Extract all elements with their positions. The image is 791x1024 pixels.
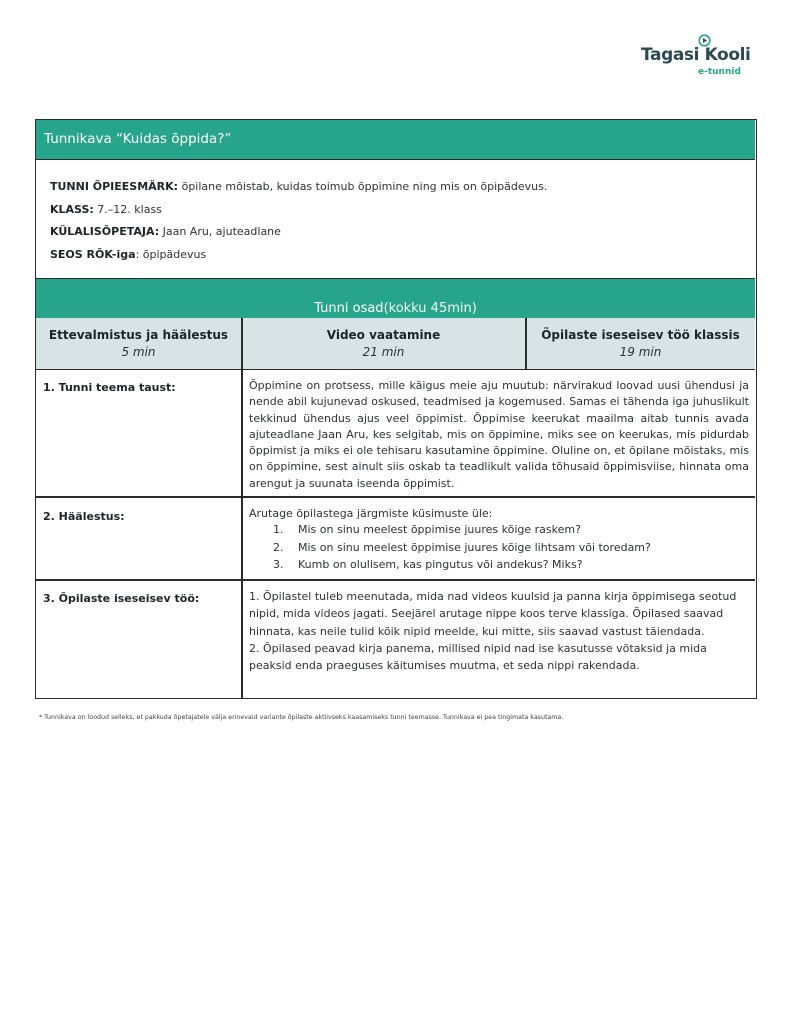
row-text-background: Õppimine on protsess, mille käigus meie aju muutub: närvirakud loovad uusi ühendusi ja nende abil kujunevad oskused, teadmised ja kogemused. Samas ei tähenda iga juhuslikult tekkinud ühendus ajus veel õppimist. Õppimise keerukat maailma aitab tunnis avada ajuteadlane Jaan Aru, kes selgitab, mis on õppimine, miks see on keerukas, mis pidurdab õppimist ja miks ei ole tehisaru kasutamine õppimine. Oluline on, et õpilane mõistaks, mis on õppimine, sest ainult siis oskab ta teadlikult valida tõhusaid õppimisviise, hinnata oma arengut ja suunata iseenda õppimist. (249, 379, 749, 490)
row-intro-tuning: Arutage õpilastega järgmiste küsimuste üle: (249, 507, 493, 520)
row-divider (36, 579, 755, 581)
row-divider (36, 496, 755, 498)
paragraph: 1. Õpilastel tuleb meenutada, mida nad videos kuulsid ja panna kirja õppimisega seotud nipid, mida videos jagati. Seejärel arutage nippe koos terve klassiga. Õpilased saavad hinnata, kas neile tulid kõik nipid meelde, kui mitte, siis saavad vastust täiendada. (249, 590, 737, 638)
class-value: 7.–12. klass (93, 203, 162, 216)
phase-time: 19 min (619, 345, 662, 359)
footnote: * Tunnikava on loodud selleks, et pakkuda õpetajatele välja erinevaid variante õpilaste aktiivseks kaasamiseks tunni teemasse. Tunnikava ei pea tingimata kasutama. (39, 714, 564, 721)
lesson-plan-table (35, 119, 757, 699)
phase-title: Ettevalmistus ja häälestus (48, 328, 229, 342)
phase-time: 21 min (362, 345, 405, 359)
logo-subtitle: e-tunnid (698, 67, 741, 77)
phase-preparation (36, 318, 241, 370)
lesson-plan-header (36, 120, 755, 160)
row-label-tuning: 2. Häälestus: (43, 510, 125, 523)
tuning-questions (273, 523, 651, 576)
column-divider (241, 318, 243, 699)
column-divider (525, 318, 527, 370)
phase-time: 5 min (121, 345, 156, 359)
goal-value: õpilane mõistab, kuidas toimub õppimine ning mis on õpipädevus. (178, 180, 548, 193)
phase-independent-work (526, 318, 755, 370)
curriculum-link-label: SEOS RÕK-iga (50, 248, 136, 261)
class-label: KLASS: (50, 203, 94, 216)
phase-title: Video vaatamine (326, 328, 441, 342)
list-item: 2. Mis on sinu meelest õppimise juures kõige lihtsam või toredam? (273, 540, 651, 554)
guest-teacher-label: KÜLALISÕPETAJA: (50, 225, 160, 238)
phase-title: Õpilaste iseseisev töö klassis (541, 328, 740, 342)
lesson-parts-header (36, 278, 755, 319)
paragraph: 2. Õpilased peavad kirja panema, millised nipid nad ise kasutusse võtaksid ja mida peaksid enda praeguses käitumises muutma, et seda nippi rakendada. (249, 641, 707, 673)
row-text-independent (249, 588, 749, 674)
lesson-plan-title: Tunnikava “Kuidas õppida?” (44, 131, 232, 147)
row-label-background: 1. Tunni teema taust: (43, 381, 176, 394)
list-item: 1. Mis on sinu meelest õppimise juures kõige raskem? (273, 523, 581, 536)
guest-teacher-value: Jaan Aru, ajuteadlane (159, 225, 281, 238)
goal-label: TUNNI ÕPIEESMÄRK: (50, 180, 179, 193)
goal-line (50, 180, 547, 193)
lesson-parts-duration: (kokku 45min) (383, 301, 477, 316)
curriculum-link-line (50, 248, 206, 261)
list-item: 3. Kumb on olulisem, kas pingutus või andekus? Miks? (273, 558, 583, 571)
brand-logo (641, 34, 751, 82)
logo-name: Tagasi Kooli (641, 45, 751, 65)
phase-video (242, 318, 525, 370)
curriculum-link-value: : õpipädevus (135, 248, 207, 261)
row-label-independent: 3. Õpilaste iseseisev töö: (43, 592, 200, 605)
guest-teacher-line (50, 225, 281, 238)
lesson-parts-title: Tunni osad (314, 301, 384, 316)
class-line (50, 203, 162, 216)
